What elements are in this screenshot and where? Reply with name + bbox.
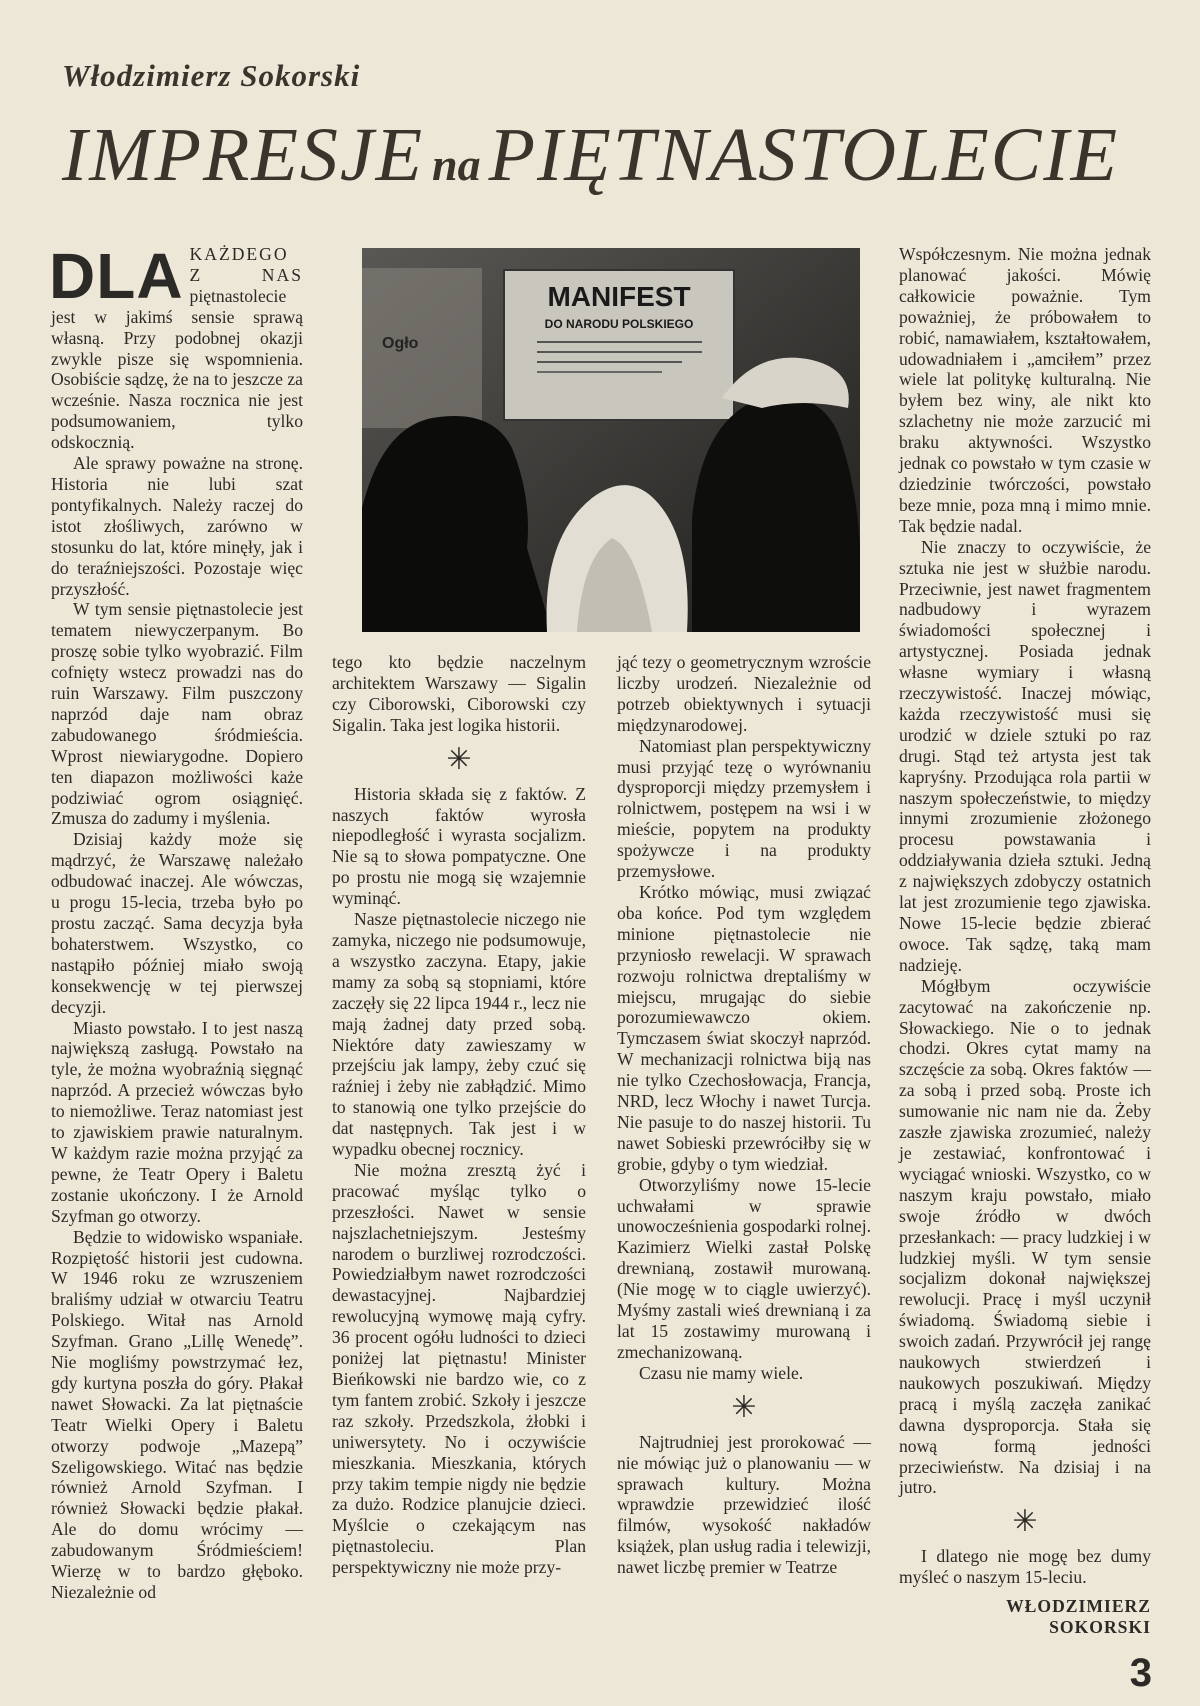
column-3 (617, 652, 871, 1578)
svg-text:Ogło: Ogło (382, 335, 419, 352)
paragraph: W tym sensie piętnastolecie jest tematem niewyczerpanym. Bo proszę sobie tylko wyobrazić. Film cofnięty wstecz prowadzi nas do ruin Warszawy. Film puszczony naprzód daje nam obraz zabudowanego śródmieścia. Wprost niewiarygodne. Dopiero ten diapazon możliwości każe podziwiać ogrom osiągnięć. Zmusza do zadumy i myślenia. (51, 599, 303, 829)
poster-subtitle: DO NARODU POLSKIEGO (544, 317, 694, 331)
paragraph: Będzie to widowisko wspaniałe. Rozpiętość historii jest cudowna. W 1946 roku ze wzruszeniem braliśmy udział w otwarciu Teatru Polskiego. Witał nas Arnold Szyfman. Grano „Lillę Wenedę”. Nie mogliśmy powstrzymać łez, gdy kurtyna poszła do góry. Płakał nawet Słowacki. Za lat piętnaście Teatr Wielki Opery i Baletu otworzy podwoje „Mazepą” Szeligowskiego. Witać nas będzie również Arnold Szyfman. I również Słowacki będzie płakał. Ale do domu wrócimy — zabudowanym Śródmieściem! Wierzę w to bardzo głęboko. Niezależnie od (51, 1226, 303, 1602)
paragraph: Miasto powstało. I to jest naszą największą zasługą. Powstało na tyle, że można wyobraźnią sięgnąć naprzód. A przecież wówczas było to niemożliwe. Teraz natomiast jest to zjawiskiem prawie naturalnym. W każdym razie można przyjąć za pewne, że Teatr Opery i Baletu zostanie ukończony. I że Arnold Szyfman go otworzy. (51, 1017, 303, 1226)
poster-title: MANIFEST (547, 281, 691, 312)
title-word-impresje: IMPRESJE (62, 113, 425, 197)
column-2 (332, 652, 586, 1578)
drop-cap: DLA (49, 240, 184, 312)
paragraph-1-text: piętnastolecie jest w jakimś sensie sprawą własną. Przy podobnej okazji zwykle pisze się wspomnienia. Osobiście sądzę, że na to jeszcze za wcześnie. Nasza rocznica nie jest podsumowaniem, tylko odskocznią. (51, 285, 303, 453)
asterisk-separator: ✳ (731, 1390, 757, 1424)
paragraph: Otworzyliśmy nowe 15-lecie uchwałami w sprawie unowocześnienia gospodarki rolnej. Kazimierz Wielki zastał Polskę drewnianą, zostawił murowaną. (Nie mogę w to ciągle uwierzyć). Myśmy zastali wieś drewnianą i za lat 15 zostawimy murowaną i zmechanizowaną. (617, 1174, 871, 1362)
paragraph: Nie znaczy to oczywiście, że sztuka nie jest w służbie narodu. Przeciwnie, jest nawet fragmentem nadbudowy i wyrazem świadomości społecznej i artystycznej. Posiada jednak własne wymiary i własną rzeczywistość. Inaczej mówiąc, każda rzeczywistość musi się urodzić w dziele sztuki po raz drugi. Stąd też artysta jest tak kapryśny. Przodująca rola partii w naszym społeczeństwie, to między innymi zrozumienie złożonego procesu powstawania i oddziaływania dzieła sztuki. Jedną z największych zdobyczy ostatnich lat jest zrozumienie tego zjawiska. Nowe 15-lecie będzie zbierać owoce. Tak sądzę, taką mam nadzieję. (899, 536, 1151, 975)
paragraph: Najtrudniej jest prorokować — nie mówiąc już o planowaniu — w sprawach kultury. Można wprawdzie przewidzieć ilość filmów, wysokość nakładów książek, plan usług radia i telewizji, nawet liczbę premier w Teatrze (617, 1431, 871, 1578)
paragraph: Nasze piętnastolecie niczego nie zamyka, niczego nie podsumowuje, a wszystko zaczyna. Etapy, jakie mamy za sobą są stopniami, które zaczęły się 22 lipca 1944 r., lecz nie mają żadnej daty przed sobą. Niektóre daty zawieszamy w przejściu jak lampy, żeby czuć się raźniej i żeby nie zabłądzić. Mimo to stanowią one tylko przejście do dat następnych. Tak jest i w wypadku obecnej rocznicy. (332, 909, 586, 1160)
title-word-pietnastolecie: PIĘTNASTOLECIE (488, 113, 1120, 197)
column-1 (49, 240, 303, 1603)
paragraph: I dlatego nie mogę bez dumy myśleć o naszym 15-leciu. (899, 1546, 1151, 1588)
asterisk-separator: ✳ (1012, 1505, 1038, 1539)
paragraph: Historia składa się z faktów. Z naszych faktów wyrosła niepodległość i wyrasta socjalizm. Nie są to słowa pompatyczne. One po prostu nie mogą się wzajemnie wyminąć. (332, 783, 586, 909)
paragraph: Dzisiaj każdy może się mądrzyć, że Warszawę należało odbudować inaczej. Ale wówczas, u progu 15-lecia, trzeba było po prostu zacząć. Sama decyzja była bohaterstwem. Wszystko, co nastąpiło później miało swoją konsekwencję w tej pierwszej decyzji. (51, 829, 303, 1017)
paragraph: tego kto będzie naczelnym architektem Warszawy — Sigalin czy Ciborowski, Ciborowski czy Sigalin. Taka jest logika historii. (332, 652, 586, 735)
column-4 (899, 244, 1151, 1638)
photo-manifest-poster (362, 248, 860, 632)
asterisk-separator: ✳ (446, 742, 472, 776)
paragraph-1 (49, 240, 303, 453)
paragraph: Nie można zresztą żyć i pracować myśląc tylko o przeszłości. Nawet w sensie najszlachetniejszym. Jesteśmy narodem o burzliwej rozrodczości. Powiedziałbym nawet rozrodczości dewastacyjnej. Najbardziej rewolucyjną wymowę mają cyfry. 36 procent ogółu ludności to dzieci poniżej lat piętnastu! Minister Bieńkowski nie bardzo wie, co z tym fantem zrobić. Szkoły i jeszcze raz szkoły. Przedszkola, żłobki i uniwersytety. No i oczywiście mieszkania. Mieszkania, których przy takim tempie nigdy nie będzie za dużo. Rodzice planujcie dzieci. Myślcie o czekającym nas piętnastoleciu. Plan perspektywiczny nie może przy- (332, 1159, 586, 1578)
paragraph: Współczesnym. Nie można jednak planować jakości. Mówię całkowicie poważnie. Tym poważniej, że próbowałem to robić, namawiałem, kształtowałem, udowadniałem i „amciłem” przez wiele lat politykę kulturalną. Nie byłem bez winy, ale nikt kto szlachetny nie może zarzucić mi braku aktywności. Wszystko jednak co powstało w tym czasie w dziedzinie twórczości, powstało beze mnie, poza mną i mimo mnie. Tak będzie nadal. (899, 244, 1151, 536)
photo-illustration (362, 248, 860, 632)
article-title (62, 112, 1162, 199)
signature: WŁODZIMIERZ SOKORSKI (1006, 1596, 1151, 1638)
paragraph: Krótko mówiąc, musi związać oba końce. Pod tym względem minione piętnastolecie nie przyniosło rewelacji. W sprawach rozwoju rolnictwa dreptaliśmy w miejscu, mrugając do siebie porozumiewawczo okiem. Tymczasem świat skoczył naprzód. W mechanizacji rolnictwa biją nas nie tylko Czechosłowacja, Francja, NRD, lecz Włochy i nawet Turcja. Nie pasuje to do naszej historii. Tu nawet Sobieski przewróciłby się w grobie, gdyby o tym wiedział. (617, 881, 871, 1174)
paragraph: Natomiast plan perspektywiczny musi przyjąć tezę o wyrównaniu dysproporcji między przemysłem i rolnictwem, postępem na wsi i w mieście, popytem na produkty spożywcze i na produkty przemysłowe. (617, 735, 871, 882)
paragraph: Mógłbym oczywiście zacytować na zakończenie np. Słowackiego. Nie o to jednak chodzi. Okres cytat mamy na szczęście za sobą. Okres faktów — za sobą i przed sobą. Proste ich sumowanie nic nam nie da. Żeby zaszłe zjawiska zrozumieć, należy je zestawiać, konfrontować i wyciągać wnioski. Wszystko, co w naszym kraju powstało, miało swoje źródło w dwóch przesłankach: — pracy ludzkiej i w ludzkiej myśli. W tym sensie socjalizm dokonał największej rewolucji. Pracę i myśl uczynił świadomą. Świadomą siebie i swoich zadań. Przywrócił jej rangę naukowych stwierdzeń i naukowych poszukiwań. Między pracą i myślą zaczęła zanikać dawna dysproporcja. Stała się nową formą jedności przeciwieństw. Na dzisiaj i na jutro. (899, 975, 1151, 1498)
author-byline: Włodzimierz Sokorski (62, 58, 361, 93)
paragraph: Czasu nie mamy wiele. (639, 1362, 804, 1383)
page-number: 3 (1129, 1651, 1152, 1695)
paragraph: jąć tezy o geometrycznym wzroście liczby urodzeń. Niezależnie od potrzeb obiektywnych i sytuacji międzynarodowej. (617, 652, 871, 735)
title-word-na: na (432, 139, 481, 190)
lead-caps: KAŻDEGO Z NAS (189, 244, 303, 285)
paragraph: Ale sprawy poważne na stronę. Historia nie lubi szat pontyfikalnych. Należy raczej do istot złośliwych, zarówno w stosunku do lat, które minęły, jak i do teraźniejszości. Pozostaje więc przyszłość. (51, 453, 303, 599)
